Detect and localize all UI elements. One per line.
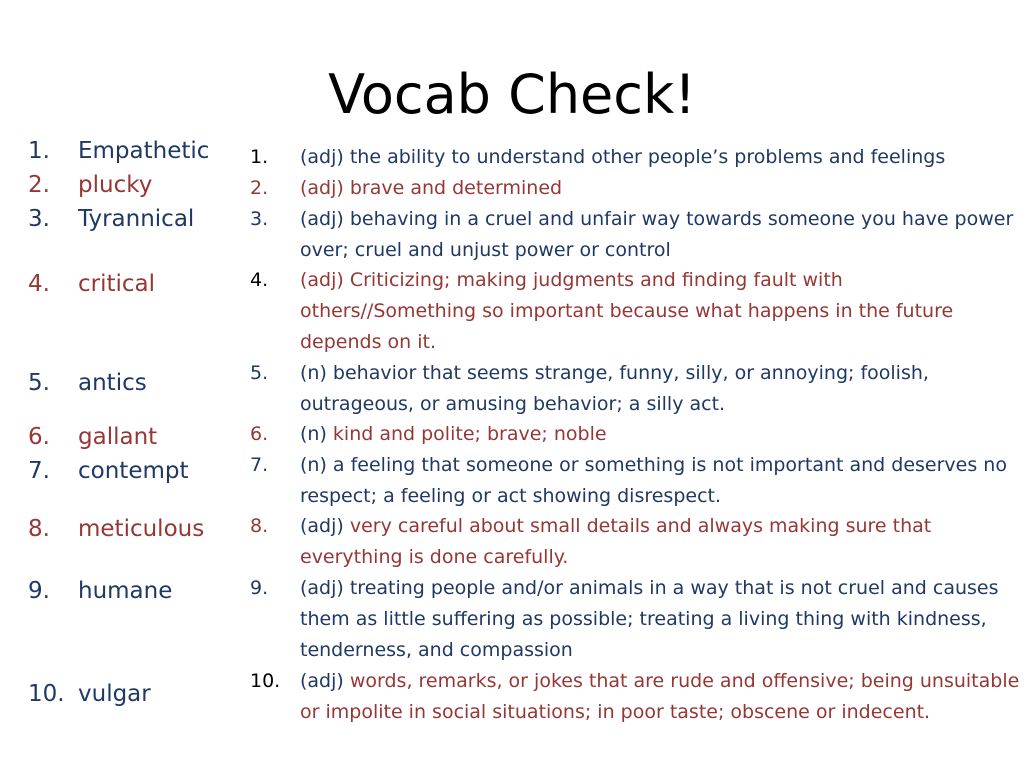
- word-item: [28, 514, 204, 544]
- word-item: [28, 422, 157, 452]
- word-text: humane: [78, 578, 173, 604]
- part-of-speech: (n): [300, 454, 327, 476]
- definition-item: [250, 358, 1020, 420]
- word-number: 5.: [28, 370, 50, 396]
- word-text: Empathetic: [78, 138, 210, 164]
- word-number: 6.: [28, 424, 50, 450]
- part-of-speech: (adj): [300, 177, 344, 199]
- definition-number: 2.: [250, 177, 269, 199]
- definition-text: treating people and/or animals in a way that is not cruel and causes them as little suffering as possible; treating a living thing with kindness, tenderness, and compassion: [300, 577, 999, 661]
- definition-number: 7.: [250, 454, 269, 476]
- definition-item: [250, 419, 1020, 450]
- part-of-speech: (adj): [300, 146, 344, 168]
- definition-text: a feeling that someone or something is not important and deserves no respect; a feeling or act showing disrespect.: [300, 454, 1007, 507]
- definition-text: words, remarks, or jokes that are rude and offensive; being unsuitable or impolite in social situations; in poor taste; obscene or indecent.: [300, 670, 1020, 723]
- definition-text: Criticizing; making judgments and finding fault with others//Something so important because what happens in the future depends on it.: [300, 269, 954, 353]
- part-of-speech: (adj): [300, 670, 344, 692]
- word-number: 2.: [28, 172, 50, 198]
- definition-text: the ability to understand other people’s problems and feelings: [343, 146, 946, 168]
- word-text: contempt: [78, 458, 189, 484]
- definition-number: 6.: [250, 423, 269, 445]
- definition-item: [250, 511, 1020, 573]
- definition-text: very careful about small details and always making sure that everything is done carefully.: [300, 515, 932, 568]
- word-item: [28, 576, 172, 606]
- word-item: [28, 368, 147, 398]
- definition-number: 1.: [250, 146, 269, 168]
- word-text: Tyrannical: [78, 206, 195, 232]
- word-item: [28, 679, 151, 709]
- definition-item: [250, 265, 1020, 358]
- part-of-speech: (adj): [300, 269, 344, 291]
- word-number: 9.: [28, 578, 50, 604]
- definition-item: [250, 173, 1020, 204]
- definition-text: behavior that seems strange, funny, silly, or annoying; foolish, outrageous, or amusing behavior; a silly act.: [300, 362, 929, 415]
- part-of-speech: (adj): [300, 515, 344, 537]
- part-of-speech: (n): [300, 423, 327, 445]
- definition-number: 10.: [250, 670, 281, 692]
- definition-number: 3.: [250, 208, 269, 230]
- word-item: [28, 170, 152, 200]
- part-of-speech: (adj): [300, 208, 344, 230]
- word-item: [28, 269, 155, 299]
- word-item: [28, 204, 194, 234]
- word-text: gallant: [78, 424, 158, 450]
- word-text: critical: [78, 271, 156, 297]
- word-item: [28, 456, 189, 486]
- definition-number: 9.: [250, 577, 269, 599]
- definition-number: 4.: [250, 269, 269, 291]
- definition-number: 5.: [250, 362, 269, 384]
- word-text: antics: [78, 370, 147, 396]
- word-text: vulgar: [78, 681, 151, 707]
- definition-item: [250, 573, 1020, 666]
- part-of-speech: (adj): [300, 577, 344, 599]
- definition-item: [250, 666, 1020, 728]
- slide-title: Vocab Check!: [328, 63, 696, 126]
- part-of-speech: (n): [300, 362, 327, 384]
- word-number: 7.: [28, 458, 50, 484]
- definition-text: behaving in a cruel and unfair way towards someone you have power over; cruel and unjust power or control: [300, 208, 1014, 261]
- word-number: 4.: [28, 271, 50, 297]
- definition-number: 8.: [250, 515, 269, 537]
- word-number: 3.: [28, 206, 50, 232]
- definition-item: [250, 450, 1020, 512]
- word-text: plucky: [78, 172, 153, 198]
- definition-text: brave and determined: [343, 177, 563, 199]
- word-number: 1.: [28, 138, 50, 164]
- word-item: [28, 136, 209, 166]
- word-text: meticulous: [78, 516, 205, 542]
- definition-item: [250, 142, 1020, 173]
- definition-text: kind and polite; brave; noble: [326, 423, 607, 445]
- word-number: 8.: [28, 516, 50, 542]
- word-number: 10.: [28, 681, 65, 707]
- definition-item: [250, 204, 1020, 266]
